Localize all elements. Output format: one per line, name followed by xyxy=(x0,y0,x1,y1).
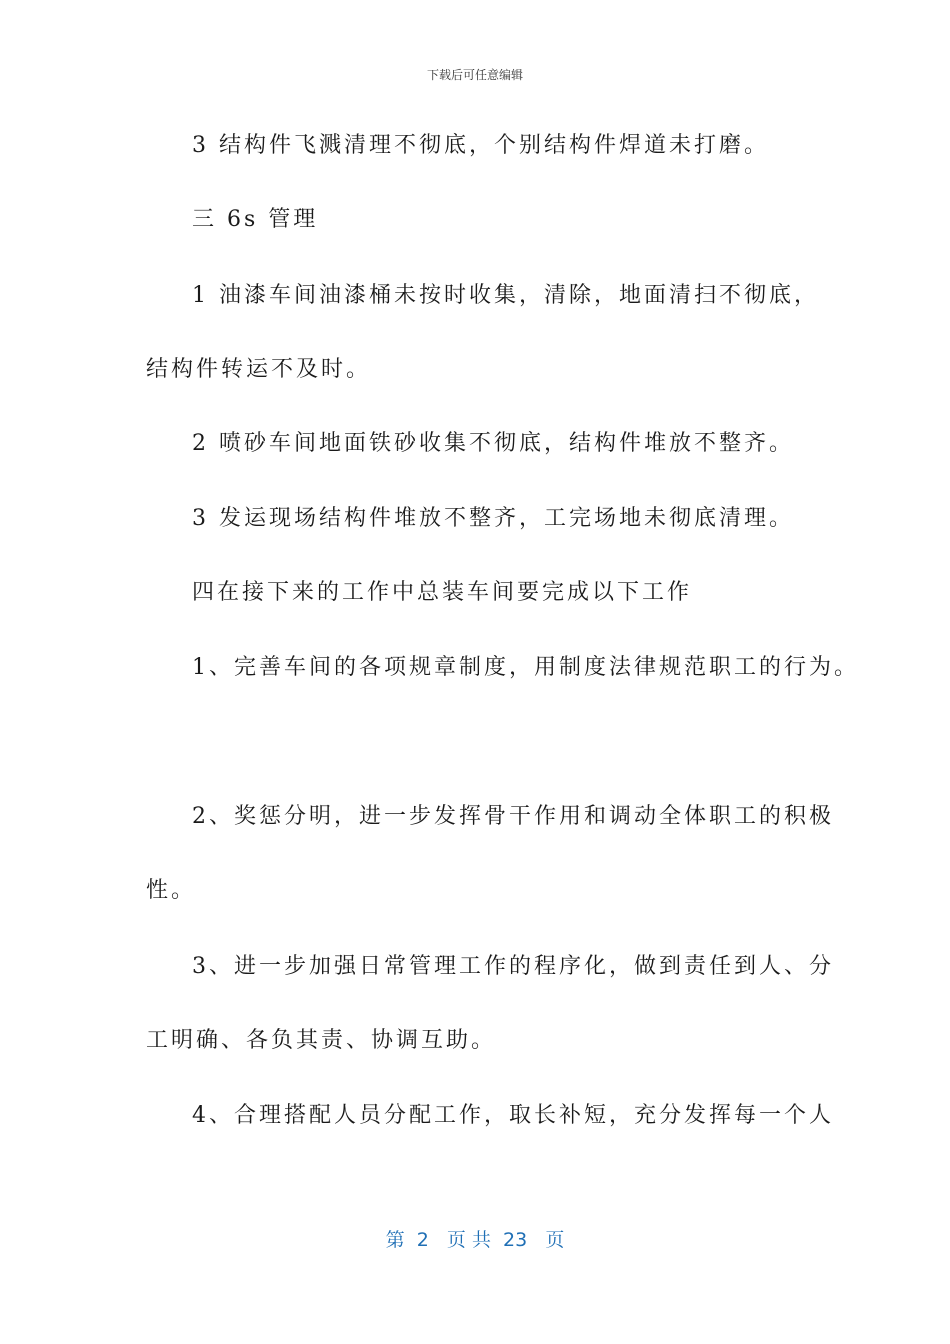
paragraph-line-11: 3、进一步加强日常管理工作的程序化，做到责任到人、分 xyxy=(192,954,834,979)
paragraph-line-10: 性。 xyxy=(146,878,197,903)
paragraph-line-4: 结构件转运不及时。 xyxy=(146,357,372,382)
paragraph-line-5: 2 喷砂车间地面铁砂收集不彻底，结构件堆放不整齐。 xyxy=(192,431,794,456)
paragraph-line-3: 1 油漆车间油漆桶未按时收集，清除，地面清扫不彻底， xyxy=(192,283,819,308)
paragraph-line-1: 3 结构件飞溅清理不彻底，个别结构件焊道未打磨。 xyxy=(192,133,769,158)
paragraph-line-12: 工明确、各负其责、协调互助。 xyxy=(146,1028,497,1053)
page-number-footer: 第 2 页 共 23 页 xyxy=(385,1229,565,1251)
page-header-note: 下载后可任意编辑 xyxy=(426,68,523,82)
paragraph-line-8: 1、完善车间的各项规章制度，用制度法律规范职工的行为。 xyxy=(192,655,859,680)
paragraph-line-13: 4、合理搭配人员分配工作，取长补短，充分发挥每一个人 xyxy=(192,1103,834,1128)
paragraph-line-6: 3 发运现场结构件堆放不整齐，工完场地未彻底清理。 xyxy=(192,506,794,531)
paragraph-line-9: 2、奖惩分明，进一步发挥骨干作用和调动全体职工的积极 xyxy=(192,804,834,829)
section-heading-6s: 三 6s 管理 xyxy=(192,207,319,232)
section-heading-next-work: 四在接下来的工作中总装车间要完成以下工作 xyxy=(192,580,693,605)
